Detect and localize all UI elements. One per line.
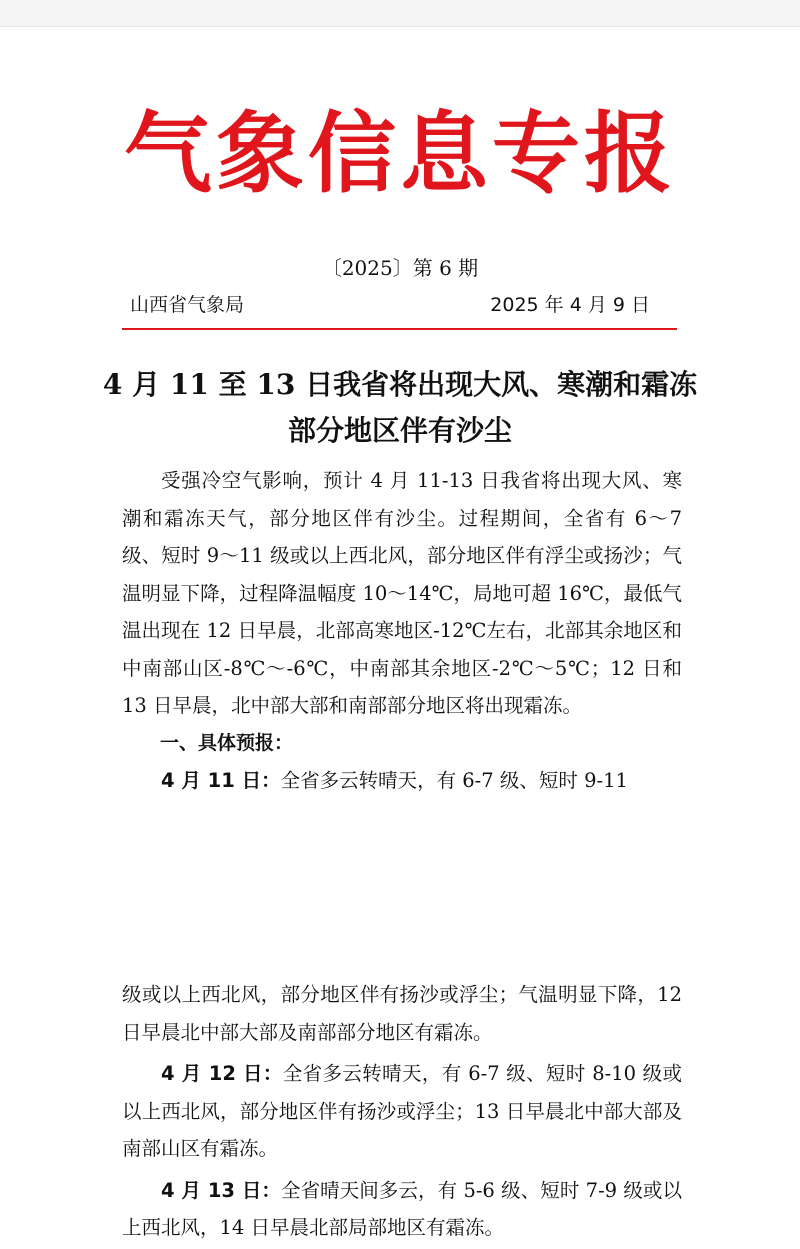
issue-number: 〔2025〕第 6 期 [321,256,479,280]
masthead-title: 气象信息专报 [123,102,676,205]
day1-continuation: 级或以上西北风，部分地区伴有扬沙或浮尘；气温明显下降，12 日早晨北中部大部及南部部分地区有霜冻。 [122,983,682,1044]
issue-date: 2025 年 4 月 9 日 [490,294,650,316]
day3-text: 全省晴天间多云，有 5-6 级、短时 7-9 级或以上西北风，14 日早晨北部局部地区有霜冻。 [122,1178,682,1239]
day1-label: 4 月 11 日： [161,769,281,792]
top-strip [0,0,800,27]
title-line-1: 4 月 11 至 13 日我省将出现大风、寒潮和霜冻 [102,368,698,401]
day2-label: 4 月 12 日： [161,1062,283,1085]
day2-paragraph [122,1055,682,1168]
meta-row [130,290,650,317]
intro-paragraph: 受强冷空气影响，预计 4 月 11-13 日我省将出现大风、寒潮和霜冻天气，部分地区伴有沙尘。过程期间，全省有 6～7 级、短时 9～11 级或以上西北风，部分地区伴有浮尘或扬沙；气温明显下降，过程降温幅度 10～14℃，局地可超 16℃，最低气温出现在 12 日早晨，北部高寒地区-12℃左右，北部其余地区和中南部山区-8℃～-6℃，中南部其余地区-2℃～5℃；12 日和 13 日早晨，北中部大部和南部部分地区将出现霜冻。 [122,469,682,717]
title-line-2: 部分地区伴有沙尘 [287,414,512,447]
document-body-continued [122,976,682,1247]
red-divider [122,328,677,330]
day2-text: 全省多云转晴天，有 6-7 级、短时 8-10 级或以上西北风，部分地区伴有扬沙或浮尘；13 日早晨北中部大部及南部山区有霜冻。 [122,1062,682,1160]
issuer: 山西省气象局 [130,294,245,316]
document-body [122,462,682,800]
section-heading: 一、具体预报： [160,731,294,754]
day3-paragraph [122,1172,682,1247]
document-title [100,362,700,454]
day3-label: 4 月 13 日： [161,1178,282,1202]
day1-paragraph [122,762,682,800]
day1-text-part1: 全省多云转晴天，有 6-7 级、短时 9-11 [280,769,628,792]
